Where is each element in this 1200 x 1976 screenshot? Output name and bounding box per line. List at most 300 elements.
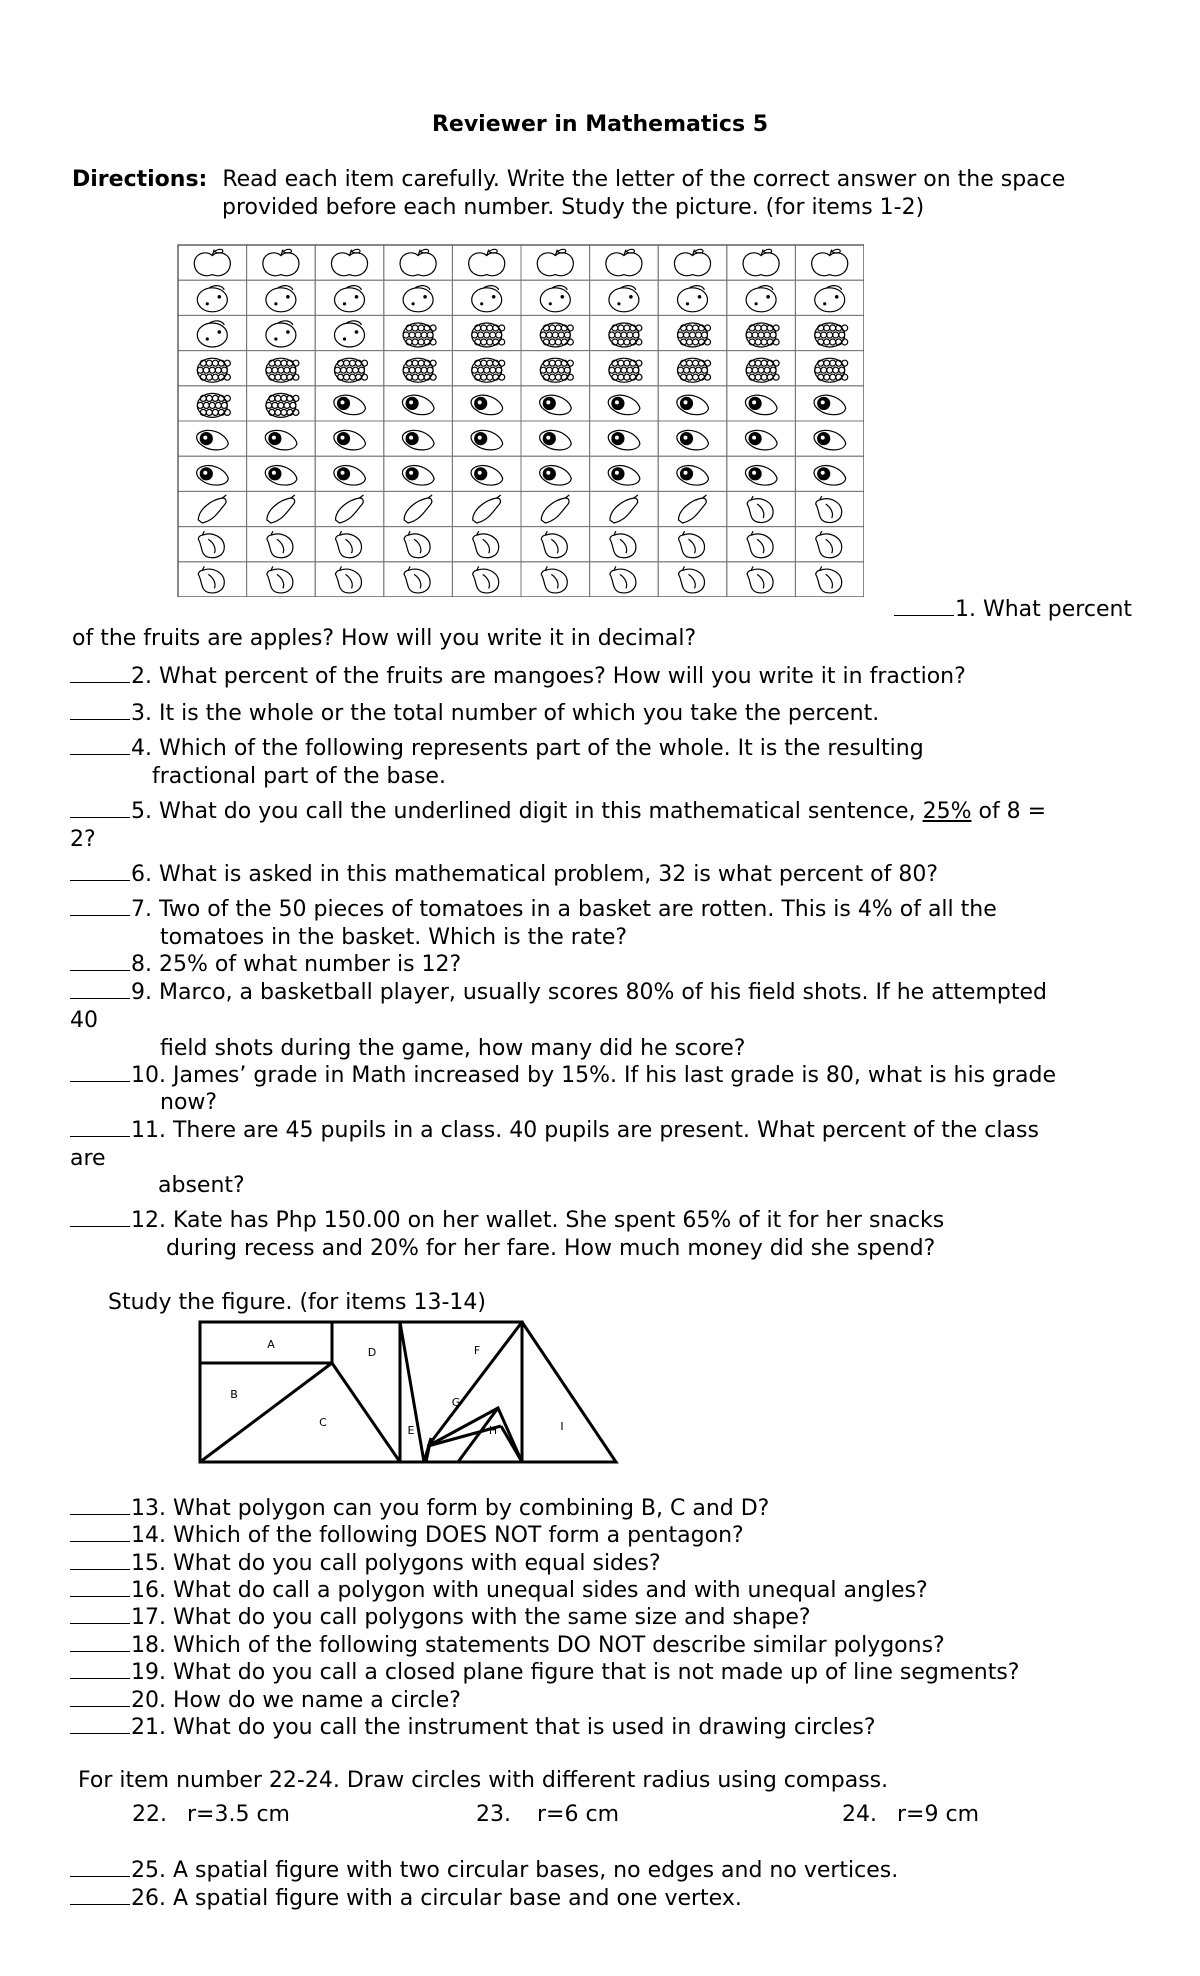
grid-cell-border bbox=[247, 491, 316, 526]
apple-icon bbox=[331, 249, 367, 275]
grid-cell-border bbox=[178, 491, 247, 526]
fruit-cell bbox=[727, 527, 796, 562]
question-4-text: 4. Which of the following represents part of the whole. It is the resulting bbox=[131, 736, 924, 761]
figure-label-f: F bbox=[473, 1344, 481, 1357]
fruit-cell bbox=[247, 351, 316, 386]
fruit-cell bbox=[521, 245, 590, 280]
question-16 bbox=[70, 1578, 928, 1603]
fruit-cell bbox=[452, 527, 521, 562]
figure-edge-bc-diagonal bbox=[200, 1363, 332, 1462]
atis-icon bbox=[472, 323, 505, 347]
question-17 bbox=[70, 1605, 811, 1630]
orange-icon bbox=[403, 286, 433, 312]
fruit-cell bbox=[590, 245, 659, 280]
fruit-cell bbox=[315, 491, 384, 526]
grid-cell-border bbox=[658, 562, 727, 597]
question-1-lead: 1. What percent bbox=[955, 597, 1133, 622]
question-11 bbox=[70, 1118, 1039, 1143]
mango-icon bbox=[541, 531, 567, 558]
grid-cell-border bbox=[247, 386, 316, 421]
grid-cell-border bbox=[521, 351, 590, 386]
answer-blank[interactable] bbox=[70, 1622, 130, 1624]
fruit-cell bbox=[315, 245, 384, 280]
banana-icon bbox=[198, 495, 226, 523]
grid-cell-border bbox=[178, 315, 247, 350]
circle-item-radius: r=3.5 cm bbox=[187, 1802, 290, 1827]
answer-blank[interactable] bbox=[70, 816, 130, 818]
question-26-text: 26. A spatial figure with a circular base and one vertex. bbox=[131, 1886, 742, 1911]
avocado-icon bbox=[471, 395, 503, 415]
fruit-cell bbox=[384, 351, 453, 386]
question-11-text: 11. There are 45 pupils in a class. 40 pupils are present. What percent of the class bbox=[131, 1118, 1039, 1143]
answer-blank[interactable] bbox=[70, 914, 130, 916]
question-3-text: 3. It is the whole or the total number of which you take the percent. bbox=[131, 701, 880, 726]
fruit-cell bbox=[178, 315, 247, 350]
fruit-cell bbox=[590, 280, 659, 315]
answer-blank[interactable] bbox=[70, 1875, 130, 1877]
grid-cell-border bbox=[727, 491, 796, 526]
grid-cell-border bbox=[452, 315, 521, 350]
avocado-icon bbox=[814, 466, 846, 486]
circle-item-24 bbox=[842, 1802, 979, 1827]
question-2 bbox=[70, 664, 966, 689]
fruit-cell bbox=[178, 491, 247, 526]
fruit-cell bbox=[590, 315, 659, 350]
fruit-cell bbox=[247, 315, 316, 350]
fruit-cell bbox=[384, 421, 453, 456]
answer-blank[interactable] bbox=[70, 879, 130, 881]
fruit-cell bbox=[247, 562, 316, 597]
avocado-icon bbox=[745, 466, 777, 486]
avocado-icon bbox=[608, 466, 640, 486]
fruit-cell bbox=[658, 421, 727, 456]
question-7-line-2: tomatoes in the basket. Which is the rate? bbox=[160, 925, 628, 950]
atis-icon bbox=[746, 358, 779, 382]
fruit-cell bbox=[384, 527, 453, 562]
avocado-icon bbox=[265, 430, 297, 450]
atis-icon bbox=[815, 323, 848, 347]
atis-icon bbox=[746, 323, 779, 347]
fruit-cell bbox=[795, 456, 864, 491]
question-12 bbox=[70, 1208, 944, 1233]
grid-cell-border bbox=[590, 562, 659, 597]
avocado-icon bbox=[265, 466, 297, 486]
grid-cell-border bbox=[658, 280, 727, 315]
fruit-cell bbox=[452, 245, 521, 280]
figure-label-g: G bbox=[451, 1396, 461, 1409]
question-14-text: 14. Which of the following DOES NOT form a pentagon? bbox=[131, 1523, 744, 1548]
fruit-cell bbox=[178, 527, 247, 562]
answer-blank[interactable] bbox=[70, 1540, 130, 1542]
question-8-text: 8. 25% of what number is 12? bbox=[131, 952, 462, 977]
fruit-cell bbox=[178, 456, 247, 491]
question-7 bbox=[70, 897, 997, 922]
fruit-cell bbox=[384, 491, 453, 526]
directions-label: Directions: bbox=[72, 167, 208, 192]
fruit-cell bbox=[658, 562, 727, 597]
grid-cell-border bbox=[658, 527, 727, 562]
fruit-cell bbox=[452, 421, 521, 456]
fruit-cell bbox=[658, 527, 727, 562]
avocado-icon bbox=[745, 395, 777, 415]
fruit-cell bbox=[247, 280, 316, 315]
grid-cell-border bbox=[521, 491, 590, 526]
grid-cell-border bbox=[590, 280, 659, 315]
grid-cell-border bbox=[315, 527, 384, 562]
mango-icon bbox=[198, 531, 224, 558]
avocado-icon bbox=[745, 430, 777, 450]
apple-icon bbox=[743, 249, 779, 275]
page-title: Reviewer in Mathematics 5 bbox=[431, 112, 769, 137]
mango-icon bbox=[473, 566, 499, 593]
avocado-icon bbox=[334, 395, 366, 415]
atis-icon bbox=[609, 323, 642, 347]
fruit-cell bbox=[452, 315, 521, 350]
grid-cell-border bbox=[178, 351, 247, 386]
grid-cell-border bbox=[315, 491, 384, 526]
fruit-cell bbox=[521, 351, 590, 386]
figure-label-a: A bbox=[267, 1338, 275, 1351]
avocado-icon bbox=[540, 395, 572, 415]
figure-intro: Study the figure. (for items 13-14) bbox=[108, 1290, 486, 1315]
grid-cell-border bbox=[247, 562, 316, 597]
question-13-text: 13. What polygon can you form by combining B, C and D? bbox=[131, 1496, 770, 1521]
fruit-cell bbox=[727, 245, 796, 280]
answer-blank[interactable] bbox=[70, 1677, 130, 1679]
fruit-cell bbox=[247, 245, 316, 280]
grid-cell-border bbox=[247, 527, 316, 562]
question-14 bbox=[70, 1523, 744, 1548]
mango-icon bbox=[679, 566, 705, 593]
figure-label-i: I bbox=[560, 1420, 564, 1433]
answer-blank[interactable] bbox=[70, 997, 130, 999]
fruit-cell bbox=[521, 456, 590, 491]
grid-cell-border bbox=[590, 315, 659, 350]
question-6 bbox=[70, 862, 938, 887]
grid-cell-border bbox=[795, 491, 864, 526]
answer-blank[interactable] bbox=[70, 1903, 130, 1905]
circle-item-22 bbox=[132, 1802, 290, 1827]
apple-icon bbox=[812, 249, 848, 275]
question-1-rest: of the fruits are apples? How will you write it in decimal? bbox=[72, 626, 697, 651]
figure-label-e: E bbox=[407, 1424, 415, 1437]
atis-icon bbox=[540, 323, 573, 347]
grid-cell-border bbox=[521, 280, 590, 315]
question-10-line-2: now? bbox=[160, 1090, 218, 1115]
figure-triangle-i bbox=[522, 1322, 616, 1462]
grid-cell-border bbox=[452, 491, 521, 526]
orange-icon bbox=[609, 286, 639, 312]
mango-icon bbox=[404, 566, 430, 593]
banana-icon bbox=[610, 495, 638, 523]
circle-item-number: 22. bbox=[132, 1802, 167, 1827]
grid-cell-border bbox=[384, 280, 453, 315]
atis-icon bbox=[540, 358, 573, 382]
mango-icon bbox=[679, 531, 705, 558]
fruit-cell bbox=[727, 280, 796, 315]
grid-cell-border bbox=[727, 351, 796, 386]
grid-cell-border bbox=[452, 351, 521, 386]
fruit-cell bbox=[178, 562, 247, 597]
atis-icon bbox=[678, 323, 711, 347]
grid-cell-border bbox=[247, 280, 316, 315]
fruit-cell bbox=[658, 351, 727, 386]
grid-cell-border bbox=[795, 562, 864, 597]
atis-icon bbox=[678, 358, 711, 382]
directions-text-1: Read each item carefully. Write the letter of the correct answer on the space bbox=[222, 167, 1066, 192]
figure-label-c: C bbox=[319, 1416, 327, 1429]
grid-cell-border bbox=[727, 562, 796, 597]
fruit-picture-grid bbox=[176, 243, 864, 597]
fruit-cell bbox=[795, 491, 864, 526]
fruit-cell bbox=[795, 527, 864, 562]
question-11-line-2: are bbox=[70, 1146, 106, 1171]
mango-icon bbox=[336, 566, 362, 593]
fruit-cell bbox=[795, 562, 864, 597]
grid-cell-border bbox=[247, 351, 316, 386]
fruit-cell bbox=[727, 491, 796, 526]
mango-icon bbox=[610, 531, 636, 558]
mango-icon bbox=[541, 566, 567, 593]
grid-cell-border bbox=[521, 315, 590, 350]
fruit-cell bbox=[658, 456, 727, 491]
grid-cell-border bbox=[658, 491, 727, 526]
grid-cell-border bbox=[247, 315, 316, 350]
circle-item-radius: r=6 cm bbox=[537, 1802, 619, 1827]
atis-icon bbox=[815, 358, 848, 382]
grid-cell-border bbox=[178, 527, 247, 562]
grid-cell-border bbox=[727, 315, 796, 350]
fruit-cell bbox=[452, 280, 521, 315]
fruit-cell bbox=[384, 456, 453, 491]
directions-line-2: provided before each number. Study the picture. (for items 1-2) bbox=[222, 195, 925, 220]
fruit-cell bbox=[384, 245, 453, 280]
question-5-text-end: of 8 = bbox=[971, 799, 1047, 824]
grid-cell-border bbox=[315, 315, 384, 350]
answer-blank[interactable] bbox=[70, 718, 130, 720]
avocado-icon bbox=[402, 466, 434, 486]
orange-icon bbox=[266, 286, 296, 312]
answer-blank[interactable] bbox=[70, 753, 130, 755]
fruit-cell bbox=[452, 351, 521, 386]
mango-icon bbox=[816, 566, 842, 593]
avocado-icon bbox=[677, 430, 709, 450]
orange-icon bbox=[197, 321, 227, 347]
mango-icon bbox=[473, 531, 499, 558]
mango-icon bbox=[198, 566, 224, 593]
directions-line-1 bbox=[72, 167, 1065, 192]
fruit-cell bbox=[795, 315, 864, 350]
answer-blank[interactable] bbox=[70, 1595, 130, 1597]
grid-cell-border bbox=[178, 280, 247, 315]
question-5-underlined: 25% bbox=[922, 799, 972, 824]
fruit-cell bbox=[452, 386, 521, 421]
fruit-cell bbox=[590, 351, 659, 386]
mango-icon bbox=[747, 566, 773, 593]
grid-cell-border bbox=[384, 351, 453, 386]
question-15-text: 15. What do you call polygons with equal sides? bbox=[131, 1551, 661, 1576]
fruit-cell bbox=[521, 386, 590, 421]
fruit-cell bbox=[315, 562, 384, 597]
orange-icon bbox=[540, 286, 570, 312]
answer-blank[interactable] bbox=[70, 1650, 130, 1652]
fruit-cell bbox=[178, 421, 247, 456]
avocado-icon bbox=[402, 395, 434, 415]
grid-cell-border bbox=[384, 491, 453, 526]
apple-icon bbox=[537, 249, 573, 275]
answer-blank[interactable] bbox=[70, 969, 130, 971]
fruit-cell bbox=[315, 315, 384, 350]
avocado-icon bbox=[197, 466, 229, 486]
grid-cell-border bbox=[521, 527, 590, 562]
mango-icon bbox=[747, 496, 773, 523]
apple-icon bbox=[606, 249, 642, 275]
figure-label-h: H bbox=[488, 1424, 498, 1437]
mango-icon bbox=[747, 531, 773, 558]
circles-intro: For item number 22-24. Draw circles with different radius using compass. bbox=[78, 1768, 889, 1793]
answer-blank[interactable] bbox=[70, 681, 130, 683]
grid-cell-border bbox=[452, 527, 521, 562]
grid-cell-border bbox=[727, 527, 796, 562]
fruit-cell bbox=[452, 491, 521, 526]
fruit-cell bbox=[247, 386, 316, 421]
fruit-cell bbox=[521, 315, 590, 350]
avocado-icon bbox=[334, 466, 366, 486]
grid-cell-border bbox=[658, 351, 727, 386]
fruit-cell bbox=[727, 351, 796, 386]
answer-blank[interactable] bbox=[70, 1135, 130, 1137]
orange-icon bbox=[335, 286, 365, 312]
atis-icon bbox=[266, 393, 299, 417]
fruit-cell bbox=[590, 562, 659, 597]
fruit-cell bbox=[658, 386, 727, 421]
atis-icon bbox=[403, 358, 436, 382]
question-26 bbox=[70, 1886, 742, 1911]
question-1-lead-line bbox=[894, 597, 1132, 622]
fruit-cell bbox=[315, 386, 384, 421]
question-19-text: 19. What do you call a closed plane figure that is not made up of line segments? bbox=[131, 1660, 1020, 1685]
fruit-cell bbox=[727, 421, 796, 456]
fruit-cell bbox=[384, 386, 453, 421]
fruit-cell bbox=[315, 351, 384, 386]
answer-blank[interactable] bbox=[70, 1705, 130, 1707]
grid-cell-border bbox=[315, 351, 384, 386]
avocado-icon bbox=[471, 466, 503, 486]
fruit-cell bbox=[795, 421, 864, 456]
banana-icon bbox=[267, 495, 295, 523]
orange-icon bbox=[746, 286, 776, 312]
apple-icon bbox=[674, 249, 710, 275]
atis-icon bbox=[266, 358, 299, 382]
question-18 bbox=[70, 1633, 945, 1658]
mango-icon bbox=[404, 531, 430, 558]
orange-icon bbox=[472, 286, 502, 312]
answer-blank[interactable] bbox=[70, 1080, 130, 1082]
grid-cell-border bbox=[795, 351, 864, 386]
question-5-line-2: 2? bbox=[70, 827, 96, 852]
atis-icon bbox=[197, 393, 230, 417]
fruit-cell bbox=[247, 527, 316, 562]
question-17-text: 17. What do you call polygons with the same size and shape? bbox=[131, 1605, 811, 1630]
fruit-cell bbox=[521, 562, 590, 597]
mango-icon bbox=[336, 531, 362, 558]
answer-blank[interactable] bbox=[70, 1513, 130, 1515]
fruit-cell bbox=[247, 421, 316, 456]
answer-blank[interactable] bbox=[70, 1732, 130, 1734]
question-9-text: 9. Marco, a basketball player, usually scores 80% of his field shots. If he attempted bbox=[131, 980, 1047, 1005]
answer-blank[interactable] bbox=[894, 614, 954, 616]
grid-cell-border bbox=[521, 562, 590, 597]
question-4 bbox=[70, 736, 924, 761]
question-18-text: 18. Which of the following statements DO NOT describe similar polygons? bbox=[131, 1633, 945, 1658]
fruit-cell bbox=[795, 386, 864, 421]
figure-label-d: D bbox=[367, 1346, 377, 1359]
answer-blank[interactable] bbox=[70, 1568, 130, 1570]
circle-item-number: 24. bbox=[842, 1802, 877, 1827]
grid-cell-border bbox=[452, 562, 521, 597]
answer-blank[interactable] bbox=[70, 1225, 130, 1227]
grid-cell-border bbox=[590, 351, 659, 386]
question-6-text: 6. What is asked in this mathematical problem, 32 is what percent of 80? bbox=[131, 862, 939, 887]
question-12-text: 12. Kate has Php 150.00 on her wallet. She spent 65% of it for her snacks bbox=[131, 1208, 945, 1233]
orange-icon bbox=[266, 321, 296, 347]
fruit-cell bbox=[658, 491, 727, 526]
fruit-cell bbox=[178, 351, 247, 386]
fruit-cell bbox=[384, 280, 453, 315]
question-16-text: 16. What do call a polygon with unequal sides and with unequal angles? bbox=[131, 1578, 928, 1603]
fruit-cell bbox=[727, 456, 796, 491]
fruit-cell bbox=[658, 280, 727, 315]
orange-icon bbox=[197, 286, 227, 312]
circle-item-23 bbox=[476, 1802, 619, 1827]
grid-cell-border bbox=[795, 280, 864, 315]
question-13 bbox=[70, 1496, 769, 1521]
avocado-icon bbox=[677, 395, 709, 415]
fruit-cell bbox=[178, 386, 247, 421]
banana-icon bbox=[679, 495, 707, 523]
question-3 bbox=[70, 701, 879, 726]
fruit-cell bbox=[590, 421, 659, 456]
fruit-cell bbox=[590, 491, 659, 526]
fruit-cell bbox=[315, 456, 384, 491]
avocado-icon bbox=[540, 430, 572, 450]
fruit-cell bbox=[315, 280, 384, 315]
banana-icon bbox=[473, 495, 501, 523]
avocado-icon bbox=[814, 395, 846, 415]
question-21 bbox=[70, 1715, 876, 1740]
fruit-cell bbox=[384, 315, 453, 350]
question-10 bbox=[70, 1063, 1056, 1088]
fruit-cell bbox=[590, 527, 659, 562]
fruit-cell bbox=[727, 315, 796, 350]
fruit-cell bbox=[590, 386, 659, 421]
grid-cell-border bbox=[315, 562, 384, 597]
question-5 bbox=[70, 799, 1046, 824]
avocado-icon bbox=[334, 430, 366, 450]
orange-icon bbox=[678, 286, 708, 312]
atis-icon bbox=[609, 358, 642, 382]
apple-icon bbox=[469, 249, 505, 275]
question-15 bbox=[70, 1551, 661, 1576]
fruit-cell bbox=[795, 351, 864, 386]
grid-cell-border bbox=[727, 280, 796, 315]
apple-icon bbox=[400, 249, 436, 275]
grid-cell-border bbox=[384, 527, 453, 562]
atis-icon bbox=[197, 358, 230, 382]
fruit-cell bbox=[795, 245, 864, 280]
question-10-text: 10. James’ grade in Math increased by 15%. If his last grade is 80, what is his grade bbox=[131, 1063, 1057, 1088]
apple-icon bbox=[263, 249, 299, 275]
